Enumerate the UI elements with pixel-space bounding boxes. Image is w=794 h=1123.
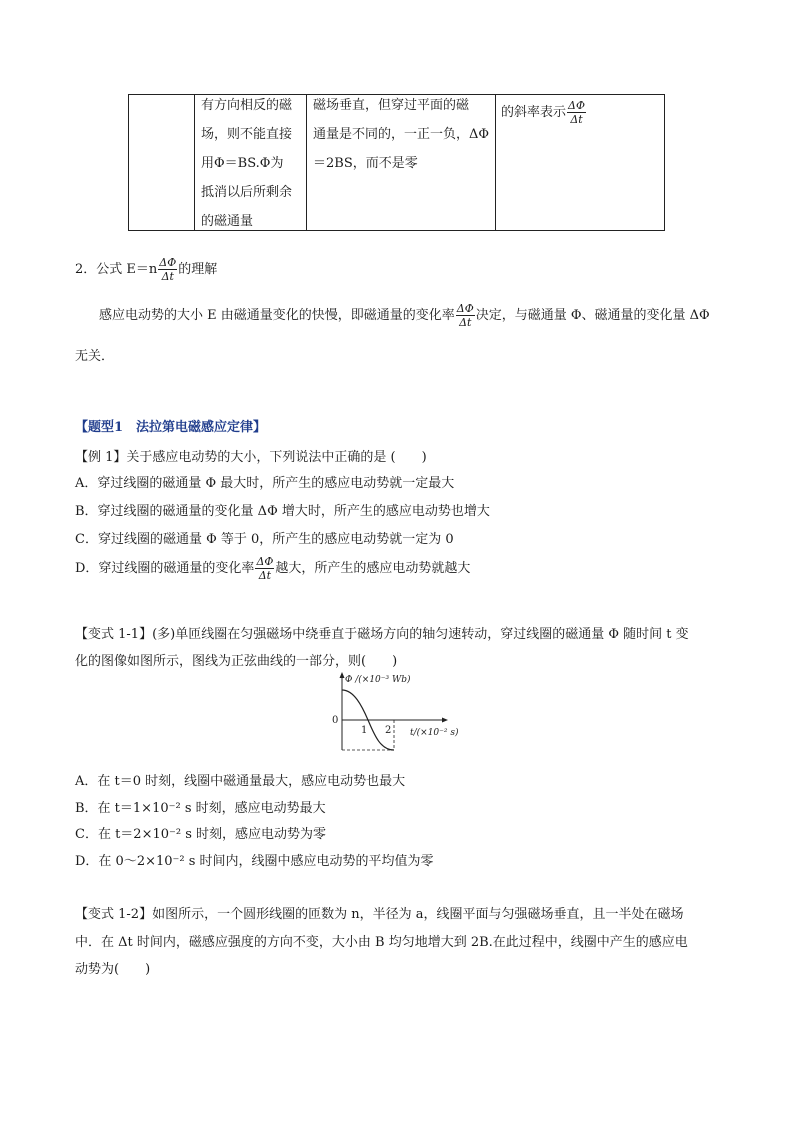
fraction-numerator: ΔΦ: [159, 256, 177, 269]
option-b: B．在 t＝1×10⁻² s 时刻，感应电动势最大: [75, 801, 326, 816]
y-axis-arrow: [340, 672, 345, 678]
x-axis-arrow: [442, 718, 448, 723]
paragraph-text: 决定，与磁通量 Φ、磁通量的变化量 ΔΦ: [475, 308, 710, 323]
paragraph-line: 无关．: [75, 349, 115, 364]
question-stem: 【变式 1-2】如图所示，一个圆形线圈的匝数为 n，半径为 a，线圈平面与匀强磁场垂直，且一半处在磁场: [75, 907, 684, 922]
paragraph-text: 感应电动势的大小 E 由磁通量变化的快慢，即磁通量的变化率: [99, 308, 455, 323]
question-stem: 化的图像如图所示，图线为正弦曲线的一部分，则( ): [75, 654, 398, 669]
cell-text: 的斜率表示: [501, 105, 567, 120]
section-title: [75, 256, 217, 283]
table-divider: [495, 95, 496, 230]
fraction: [567, 99, 586, 126]
table-divider: [194, 95, 195, 230]
cell-line: 磁场垂直，但穿过平面的磁: [313, 98, 470, 113]
cell-line: 抵消以后所剩余: [201, 185, 293, 200]
option-text: D．穿过线圈的磁通量的变化率: [75, 561, 255, 576]
option-c: C．在 t＝2×10⁻² s 时刻，感应电动势为零: [75, 827, 327, 842]
question-stem: 动势为( ): [75, 962, 151, 977]
fraction-numerator: ΔΦ: [456, 302, 474, 315]
cell-line: 有方向相反的磁: [201, 98, 293, 113]
fraction-denominator: Δt: [161, 270, 174, 283]
topic-heading: 【题型1 法拉第电磁感应定律】: [75, 420, 267, 435]
paragraph-line: [99, 302, 710, 329]
question-stem: 【例 1】关于感应电动势的大小，下列说法中正确的是 ( ): [75, 450, 427, 465]
fraction: [255, 555, 274, 582]
fraction-denominator: Δt: [570, 113, 583, 126]
table-divider: [306, 95, 307, 230]
fraction-numerator: ΔΦ: [568, 99, 585, 112]
option-a: A．在 t＝0 时刻，线圈中磁通量最大，感应电动势也最大: [75, 774, 406, 789]
fraction-numerator: ΔΦ: [256, 555, 274, 568]
title-text: 的理解: [178, 262, 218, 277]
fraction: [158, 256, 177, 283]
fraction-denominator: Δt: [459, 316, 472, 329]
flux-time-graph: [322, 672, 482, 762]
table-cell-col3: [313, 91, 489, 178]
comparison-table: [128, 94, 665, 231]
fraction-denominator: Δt: [258, 569, 272, 582]
title-text: 2．公式 E＝n: [75, 262, 158, 277]
fraction: [456, 302, 475, 329]
table-cell-col2: [201, 91, 292, 236]
option-c: C．穿过线圈的磁通量 Φ 等于 0，所产生的感应电动势就一定为 0: [75, 532, 454, 547]
table-cell-col4: [501, 99, 587, 126]
question-stem: 中．在 Δt 时间内，磁感应强度的方向不变，大小由 B 均匀地增大到 2B.在此过程中，线圈中产生的感应电: [75, 935, 688, 950]
cell-line: ＝2BS，而不是零: [313, 156, 418, 171]
y-axis-label: Φ /(×10⁻³ Wb): [345, 675, 411, 685]
x-axis-label: t/(×10⁻² s): [410, 728, 459, 738]
x-tick-label: 1: [361, 725, 368, 736]
x-tick-label: 2: [385, 725, 392, 736]
cell-line: 用Φ＝BS.Φ为: [201, 156, 284, 171]
option-a: A．穿过线圈的磁通量 Φ 最大时，所产生的感应电动势就一定最大: [75, 476, 455, 491]
cell-line: 的磁通量: [201, 214, 254, 229]
option-text: 越大，所产生的感应电动势就越大: [275, 561, 471, 576]
option-d: [75, 555, 470, 582]
cell-line: 场，则不能直接: [201, 127, 293, 142]
origin-label: 0: [332, 715, 339, 726]
question-stem: 【变式 1-1】(多)单匝线圈在匀强磁场中绕垂直于磁场方向的轴匀速转动，穿过线圈的磁通量 Φ 随时间 t 变: [75, 627, 689, 642]
option-d: D．在 0～2×10⁻² s 时间内，线圈中感应电动势的平均值为零: [75, 854, 434, 869]
cell-line: 通量是不同的，一正一负，ΔΦ: [313, 127, 490, 142]
option-b: B．穿过线圈的磁通量的变化量 ΔΦ 增大时，所产生的感应电动势也增大: [75, 504, 490, 519]
